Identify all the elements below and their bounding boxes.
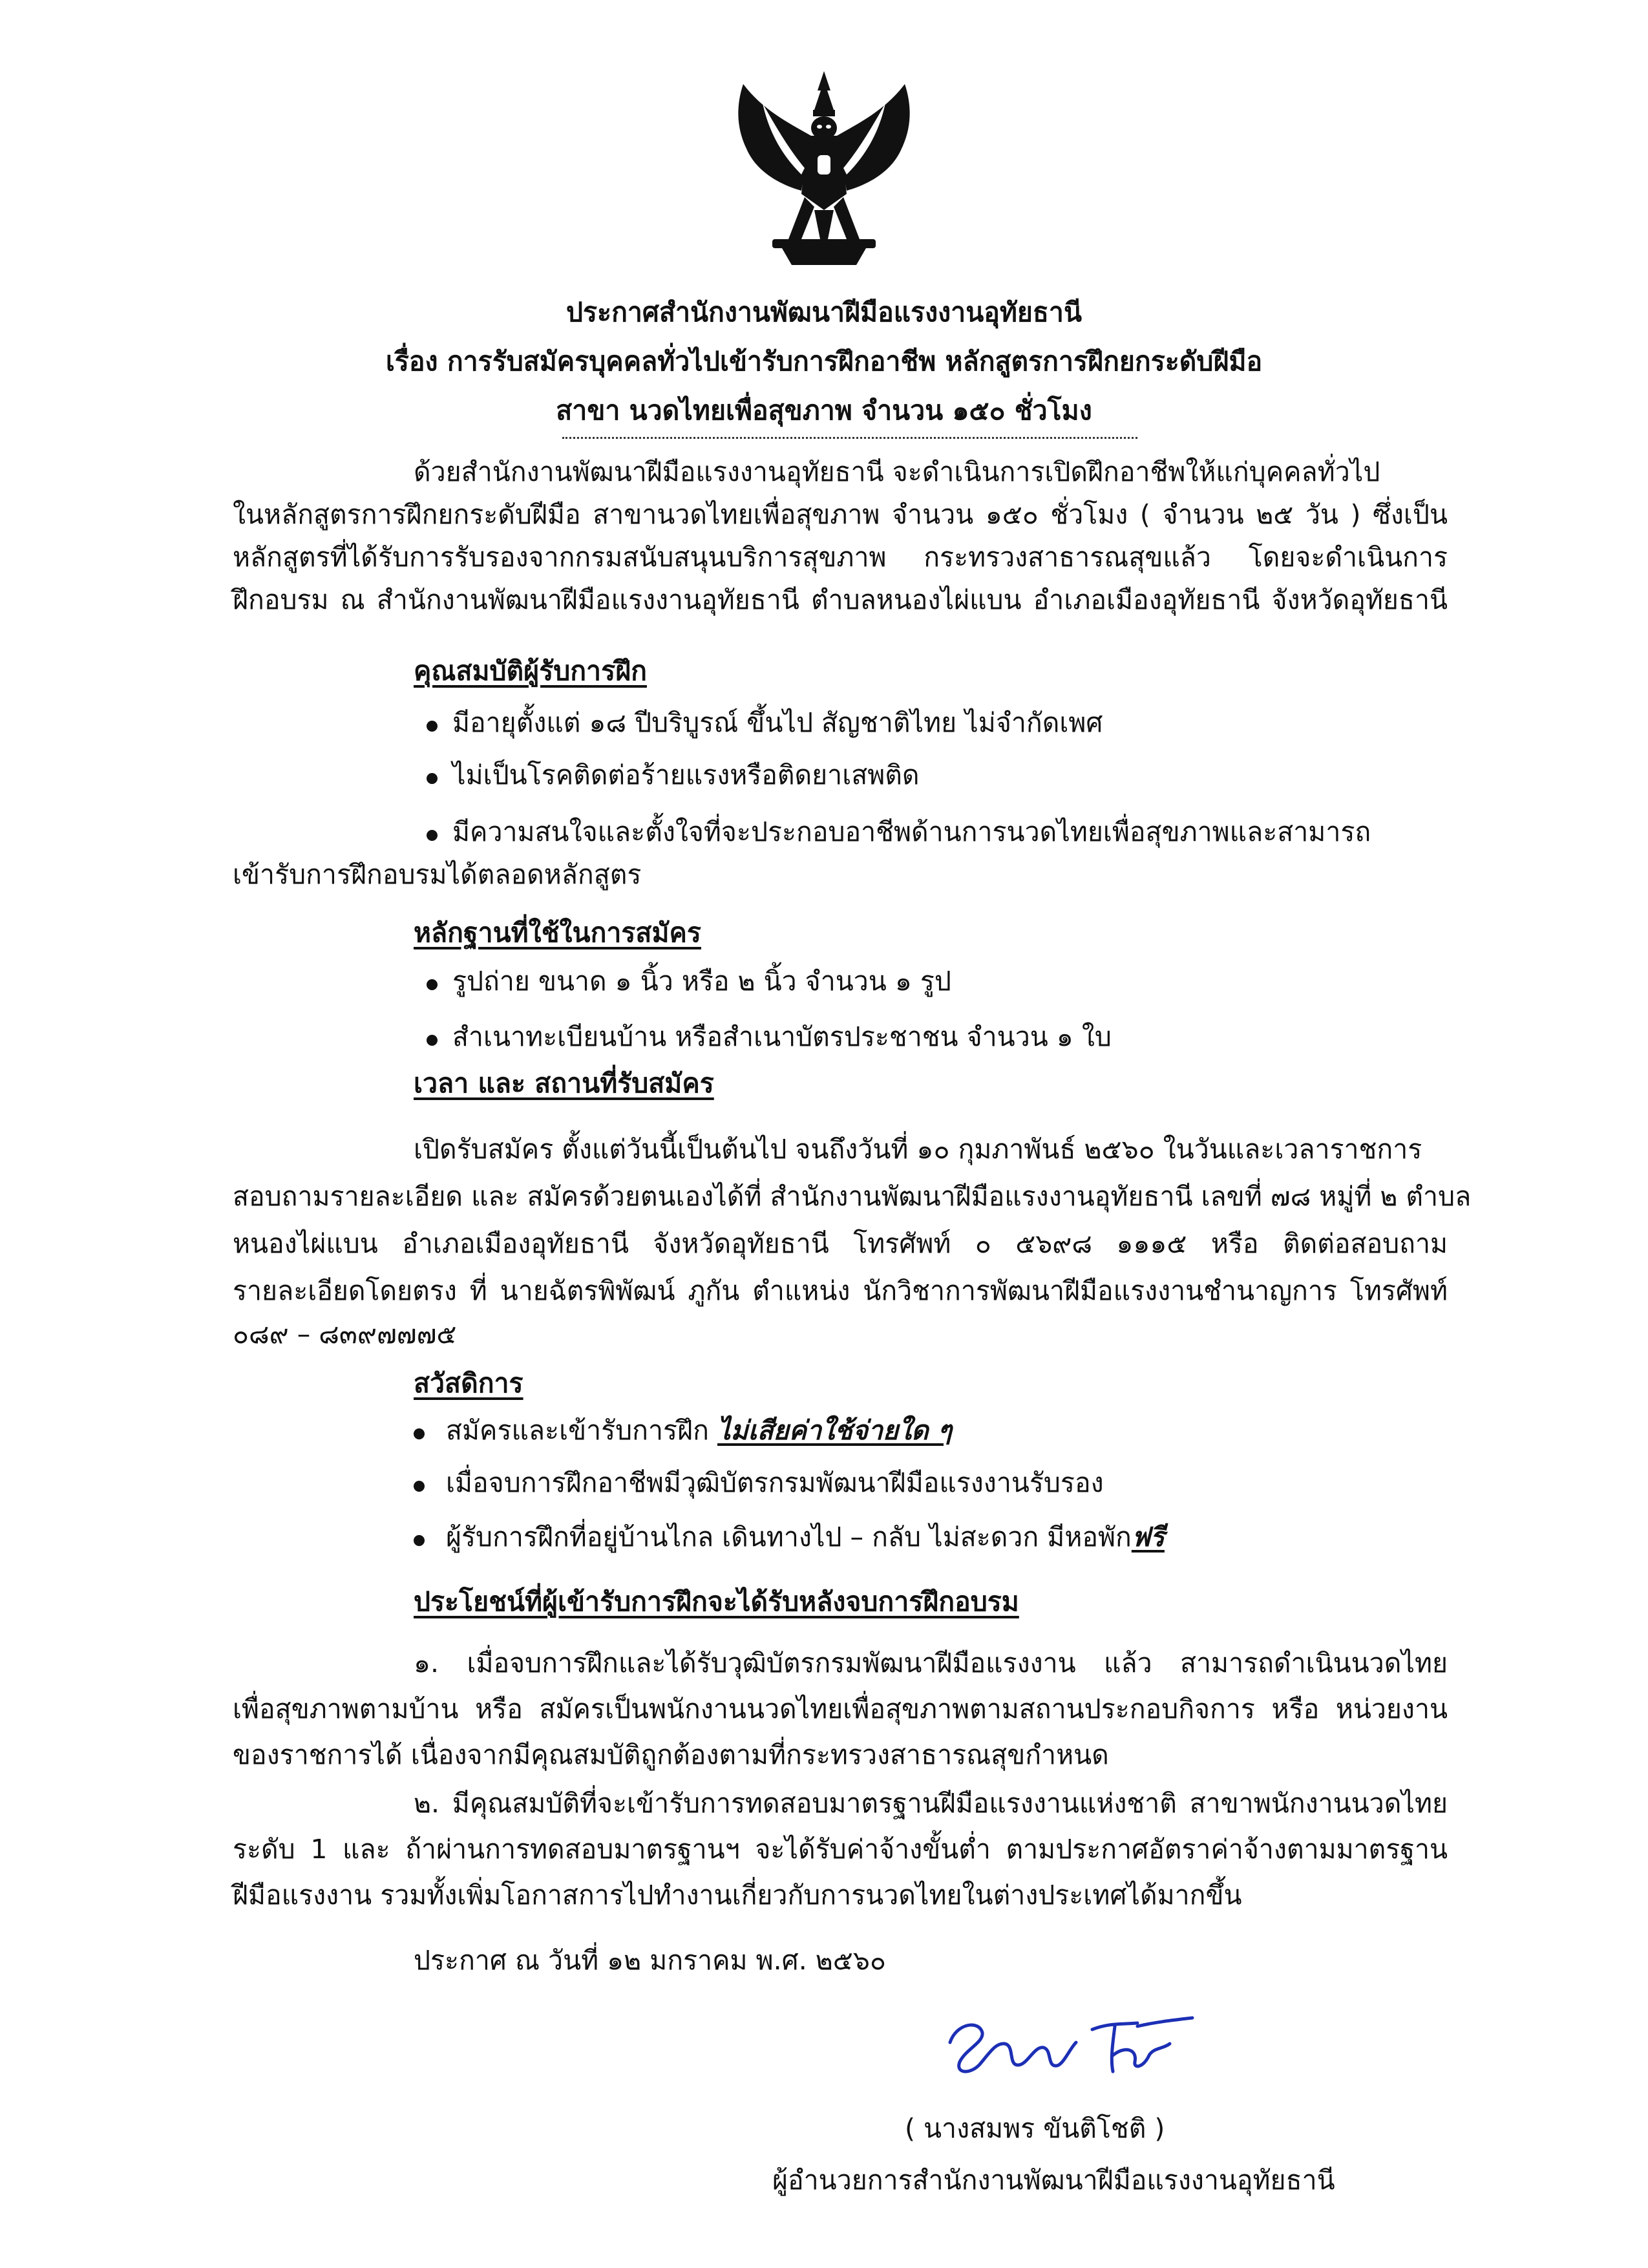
bullet-icon <box>427 979 438 990</box>
title-line-3: สาขา นวดไทยเพื่อสุขภาพ จำนวน ๑๕๐ ชั่วโมง <box>556 395 1092 426</box>
qualification-item-3-line-2: เข้ารับการฝึกอบรมได้ตลอดหลักสูตร <box>233 859 642 890</box>
intro-line-3: หลักสูตรที่ได้รับการรับรองจากกรมสนับสนุนบริการสุขภาพ กระทรวงสาธารณสุขแล้ว โดยจะดำเนินการ <box>233 542 1448 573</box>
announcement-title <box>194 288 1454 435</box>
announcement-date: ประกาศ ณ วันที่ ๑๒ มกราคม พ.ศ. ๒๕๖๐ <box>414 1945 886 1976</box>
bullet-icon <box>427 830 438 841</box>
welfare-heading: สวัสดิการ <box>414 1368 523 1399</box>
application-heading: เวลา และ สถานที่รับสมัคร <box>414 1068 714 1099</box>
benefit-2-line-3: ฝีมือแรงงาน รวมทั้งเพิ่มโอกาสการไปทำงานเกี่ยวกับการนวดไทยในต่างประเทศได้มากขึ้น <box>233 1880 1242 1911</box>
signer-title: ผู้อำนวยการสำนักงานพัฒนาฝีมือแรงงานอุทัยธานี <box>772 2165 1335 2196</box>
bullet-icon <box>427 721 438 732</box>
qualification-item-2: ไม่เป็นโรคติดต่อร้ายแรงหรือติดยาเสพติด <box>452 759 920 790</box>
bullet-icon <box>414 1428 425 1439</box>
garuda-emblem-icon <box>717 65 931 278</box>
free-of-charge-emphasis: ไม่เสียค่าใช้จ่ายใด ๆ <box>717 1415 952 1446</box>
qualifications-heading: คุณสมบัติผู้รับการฝึก <box>414 655 647 686</box>
title-line-1: ประกาศสำนักงานพัฒนาฝีมือแรงงานอุทัยธานี <box>566 297 1082 328</box>
welfare-item-1 <box>446 1412 952 1448</box>
application-line-5: ๐๘๙ – ๘๓๙๗๗๗๕ <box>233 1319 457 1350</box>
document-item-1: รูปถ่าย ขนาด ๑ นิ้ว หรือ ๒ นิ้ว จำนวน ๑ รูป <box>452 966 951 997</box>
welfare-item-2: เมื่อจบการฝึกอาชีพมีวุฒิบัตรกรมพัฒนาฝีมือแรงงานรับรอง <box>446 1467 1104 1498</box>
application-line-3: หนองไผ่แบน อำเภอเมืองอุทัยธานี จังหวัดอุทัยธานี โทรศัพท์ ๐ ๕๖๙๘ ๑๑๑๕ หรือ ติดต่อสอบถาม <box>233 1228 1448 1259</box>
qualification-item-3-line-1: มีความสนใจและตั้งใจที่จะประกอบอาชีพด้านการนวดไทยเพื่อสุขภาพและสามารถ <box>452 816 1371 847</box>
bullet-icon <box>414 1535 425 1546</box>
application-line-1: เปิดรับสมัคร ตั้งแต่วันนี้เป็นต้นไป จนถึงวันที่ ๑๐ กุมภาพันธ์ ๒๕๖๐ ในวันและเวลาราชการ <box>414 1134 1422 1165</box>
bullet-icon <box>414 1481 425 1492</box>
benefit-2-line-2: ระดับ 1 และ ถ้าผ่านการทดสอบมาตรฐานฯ จะได้รับค่าจ้างขั้นต่ำ ตามประกาศอัตราค่าจ้างตามมาตรฐาน <box>233 1834 1448 1865</box>
application-line-2: สอบถามรายละเอียด และ สมัครด้วยตนเองได้ที่ สำนักงานพัฒนาฝีมือแรงงานอุทัยธานี เลขที่ ๗๘ หมู่ที่ ๒ ตำบล <box>233 1181 1472 1212</box>
documents-heading: หลักฐานที่ใช้ในการสมัคร <box>414 917 701 948</box>
intro-line-1: ด้วยสำนักงานพัฒนาฝีมือแรงงานอุทัยธานี จะดำเนินการเปิดฝึกอาชีพให้แก่บุคคลทั่วไป <box>414 456 1380 487</box>
signer-name: ( นางสมพร ขันติโชติ ) <box>905 2113 1165 2144</box>
benefit-1-line-3: ของราชการได้ เนื่องจากมีคุณสมบัติถูกต้องตามที่กระทรวงสาธารณสุขกำหนด <box>233 1739 1109 1770</box>
benefit-2-line-1: ๒. มีคุณสมบัติที่จะเข้ารับการทดสอบมาตรฐานฝีมือแรงงานแห่งชาติ สาขาพนักงานนวดไทย <box>414 1788 1448 1819</box>
signature-image <box>944 2004 1196 2088</box>
title-divider <box>562 437 1137 439</box>
welfare-item-1-text: สมัครและเข้ารับการฝึก <box>446 1415 717 1446</box>
intro-line-2: ในหลักสูตรการฝึกยกระดับฝีมือ สาขานวดไทยเพื่อสุขภาพ จำนวน ๑๕๐ ชั่วโมง ( จำนวน ๒๕ วัน ) ซึ่งเป็น <box>233 499 1448 530</box>
application-line-4: รายละเอียดโดยตรง ที่ นายฉัตรพิพัฒน์ ภูกัน ตำแหน่ง นักวิชาการพัฒนาฝีมือแรงงานชำนาญการ โทรศัพท์ <box>233 1275 1448 1306</box>
document-item-2: สำเนาทะเบียนบ้าน หรือสำเนาบัตรประชาชน จำนวน ๑ ใบ <box>452 1021 1112 1052</box>
free-dormitory-emphasis: ฟรี <box>1131 1521 1165 1553</box>
bullet-icon <box>427 1035 438 1046</box>
intro-line-4: ฝึกอบรม ณ สำนักงานพัฒนาฝีมือแรงงานอุทัยธานี ตำบลหนองไผ่แบน อำเภอเมืองอุทัยธานี จังหวัดอุทัยธานี <box>233 584 1448 615</box>
benefit-1-line-1: ๑. เมื่อจบการฝึกและได้รับวุฒิบัตรกรมพัฒนาฝีมือแรงงาน แล้ว สามารถดำเนินนวดไทย <box>414 1648 1448 1679</box>
qualification-item-1: มีอายุตั้งแต่ ๑๘ ปีบริบูรณ์ ขึ้นไป สัญชาติไทย ไม่จำกัดเพศ <box>452 707 1103 738</box>
benefits-heading: ประโยชน์ที่ผู้เข้ารับการฝึกจะได้รับหลังจบการฝึกอบรม <box>414 1586 1019 1617</box>
title-line-2: เรื่อง การรับสมัครบุคคลทั่วไปเข้ารับการฝึกอาชีพ หลักสูตรการฝึกยกระดับฝีมือ <box>385 346 1263 377</box>
bullet-icon <box>427 773 438 784</box>
welfare-item-3 <box>446 1519 1165 1555</box>
welfare-item-3-text: ผู้รับการฝึกที่อยู่บ้านไกล เดินทางไป – กลับ ไม่สะดวก มีหอพัก <box>446 1521 1132 1553</box>
benefit-1-line-2: เพื่อสุขภาพตามบ้าน หรือ สมัครเป็นพนักงานนวดไทยเพื่อสุขภาพตามสถานประกอบกิจการ หรือ หน่วยงาน <box>233 1693 1448 1724</box>
